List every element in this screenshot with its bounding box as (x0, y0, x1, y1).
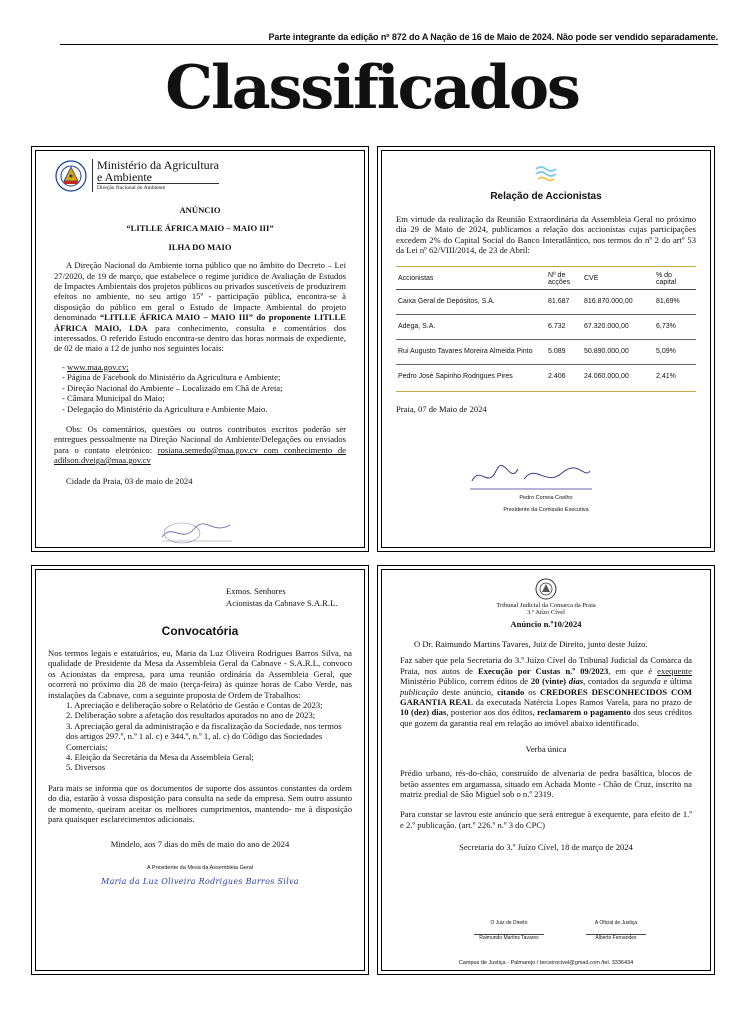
ministry-name-2: e Ambiente (97, 170, 152, 184)
ad3-signer-role: A Presidente da Mesa da Assembleia Geral (146, 864, 254, 871)
ad1-closing: Cidade da Praia, 03 de maio de 2024 (66, 475, 193, 486)
ad3-outro: Para mais se informa que os documentos de suporte dos assuntos constantes da ordem do dia, estarão à vossa disposição para consulta na sede da empresa. Sem outro assunto de momento, queiram aceitar os melhores cumprimentos, mantendo- me à disposição para quaisquer esclarecimentos adicionais. (48, 782, 352, 825)
table-row: Adega, S.A. 6.732 67.320.000,00 6,73% (396, 314, 696, 339)
ad4-body: Faz saber que pela Secretaria do 3.º Juízo Cível do Tribunal Judicial da Comarca da Praia, nos autos de Execução por Custas n.º 09/2023, em que é exequente Ministério Público, correm éditos de 20 (vinte) dias, contados da segunda e última publicação deste anúncio, citando os CREDORES DESCONHECIDOS COM GARANTIA REAL da executada Natércia Lopes Ramos Varela, para no prazo de 10 (dez) dias, posterior aos dos éditos, reclamarem o pagamento dos seus créditos que gozem da garantia real em relação ao imóvel abaixo identificado. (400, 655, 693, 728)
sig-right-name: Alberto Fernandes (595, 935, 637, 941)
ministry-name-1: Ministério da Agricultura (97, 158, 219, 172)
ad2-signer-role: Presidente da Comissão Executiva (503, 507, 589, 513)
ad4-judge: O Dr. Raimundo Martins Tavares, Juiz de Direito, junto deste Juízo. (414, 639, 648, 649)
sig-right-role: A Oficial de Justiça (594, 920, 638, 926)
contact-emails[interactable]: rosiana.semedo@maa.gov.cv com conhecimento de adilson.dveiga@maa.gov.cv (54, 444, 346, 466)
bank-logo-icon (532, 163, 560, 185)
column-header: Accionistas (396, 269, 546, 290)
ad2-date: Praia, 07 de Maio de 2024 (396, 403, 487, 414)
ad3-intro: Nos termos legais e estatuários, eu, Maria da Luz Oliveira Rodrigues Barros Silva, na qualidade de Presidente da Mesa da Assembleia Geral da Cabnave - S.A.R.L, convoco os Acionistas da empresa, para uma reunião ordinária da Assembleia Geral, que ocorrerá no próximo dia 28 de maio (terça-feira) às quinze horas de Cabo Verde, nas instalações da Cabnave, com a seguinte proposta de Ordem de Trabalhos: (48, 648, 352, 700)
coat-of-arms-icon (54, 159, 88, 193)
ad3-title: Convocatória (161, 624, 239, 638)
table-row: Rui Augusto Tavares Moreira Almeida Pinto 5.089 50.890.000,00 5,09% (396, 339, 696, 364)
agenda-item: 2. Deliberação sobre a afetação dos resultados apurados no ano de 2023; (66, 710, 316, 721)
ministry-sub: Direção Nacional do Ambiente (97, 183, 219, 192)
sig-left-role: O Juiz de Direito (490, 920, 528, 926)
ad2-intro: Em virtude da realização da Reunião Extraordinária da Assembleia Geral no próximo dia 29 de Maio de 2024, publicamos a relação dos accionistas cujas participações excedem 2% do Capital Social do Banco Interatlântico, nos termos do nº 2 do artº 53 da Lei nº 62/VIII/2014, de 23 de Abril: (396, 214, 696, 256)
location-item[interactable]: - www.maa.gov.cv; (62, 362, 346, 372)
ad1-stamp-signature (152, 515, 242, 548)
ad4-verba-text: Prédio urbano, rés-do-chão, construído de alvenaria de pedra basáltica, blocos de betão assentes em argamassa, situado em Achada Monte - Chão de Cruz, inscrito na matriz predial de São Miguel sob o n.º 2319. (400, 768, 692, 800)
ad3-salutation-1: Exmos. Senhores (226, 586, 286, 596)
court-emblem-icon (535, 578, 557, 600)
ad4-title: Anúncio n.º10/2024 (510, 619, 582, 629)
ad4-signatures (400, 920, 692, 950)
column-header: Nº de acções (546, 269, 582, 290)
shareholders-table (396, 269, 696, 389)
column-header: CVE (582, 269, 654, 290)
agenda-item: 3. Apreciação geral da administração e da fiscalização da Sociedade, nos termos dos artigos 297.º, n.º 1 al. c) e 344.º, n.º 1, al. c) do Código das Sociedades Comerciais; (66, 720, 342, 752)
table-row: Pedro José Sapinho Rodrigues Pires 2.406 24.060.000,00 2,41% (398, 373, 676, 381)
table-header-row (396, 269, 696, 290)
edition-note: Parte integrante da edição nº 872 do A Nação de 16 de Maio de 2024. Não pode ser vendido separadamente. (268, 32, 718, 42)
ad1-body: A Direção Nacional do Ambiente torna público que no âmbito do Decreto – Lei 27/2020, de 19 de março, que estabelece o regime jurídico de Avaliação de Estudos de Impactes Ambientais dos projetos públicos ou privados suscetíveis de produzirem efeitos no ambiente, no seu artigo 15º - participação pública, encontra-se à disposição do público em geral o Estudo de Impacte Ambiental do projeto denominado “LITLLE ÁFRICA MAIO – MAIO III” do proponente LITLLE ÁFRICA MAIO, LDA para conhecimento, consulta e comentários dos interessados. O referido Estudo encontra-se dentro das horas normais de expediente, de 02 de maio a 12 de junho nos seguintes locais: (54, 260, 346, 354)
ad-cabnave (31, 565, 369, 975)
ad3-salutation-2: Acionistas da Cabnave S.A.R.L. (226, 598, 338, 608)
ad1-locations (54, 362, 346, 414)
ad1-island: ILHA DO MAIO (168, 241, 232, 252)
ad3-agenda (48, 700, 352, 773)
ad4-court-section: 3.º Juízo Cível (527, 609, 565, 616)
agenda-item: 1. Apreciação e deliberação sobre o Relatório de Gestão e Contas de 2023; (66, 700, 323, 711)
ministry-header (54, 159, 346, 193)
location-item: - Câmara Municipal do Maio; (62, 393, 346, 403)
ad3-signature: Maria da Luz Oliveira Rodrigues Barros Silva (101, 876, 299, 886)
table-row: Caixa Geral de Depósitos, S.A. 81.687 816.870.000,00 81,69% (396, 289, 696, 314)
ad3-date: Mindelo, aos 7 dias do mês de maio do ano de 2024 (110, 838, 290, 849)
ad4-court: Tribunal Judicial da Comarca da Praia (496, 602, 596, 609)
ad4-date: Secretaria do 3.º Juízo Cível, 18 de março de 2024 (459, 842, 633, 853)
ad4-footer: Campus de Justiça - Palmarejo / terceirocivel@gmail.com /tel. 3336434 (458, 960, 634, 966)
ad1-obs: Obs: Os comentários, questões ou outros contributos escritos poderão ser entregues pessoalmente na Direção Nacional do Ambiente/Delegações ou enviados para o contato eletrónico: rosiana.semedo@maa.gov.cv com conhecimento de adilson.dveiga@maa.gov.cv (54, 423, 346, 466)
agenda-item: 5. Diversos (66, 762, 106, 773)
sig-left-name: Raimundo Martins Tavares (479, 935, 539, 941)
ad2-signer: Pedro Correia Coelho (519, 495, 573, 501)
location-item: - Página de Facebook do Ministério da Agricultura e Ambiente; (62, 372, 346, 382)
ad-ministry (31, 146, 369, 552)
ad2-signature (466, 459, 596, 493)
ad1-title: ANÚNCIO (179, 205, 221, 215)
ad2-title: Relação de Accionistas (490, 191, 602, 202)
ad1-project: “LITLLE ÁFRICA MAIO – MAIO III” (126, 223, 274, 234)
ad4-verba-heading: Verba única (525, 744, 567, 755)
location-item: - Delegação do Ministério da Agricultura e Ambiente Maio. (62, 404, 346, 414)
ad-shareholders (377, 146, 715, 552)
column-header: % do capital (654, 269, 696, 290)
location-item: - Direção Nacional do Ambiente – Localizado em Chã de Areia; (62, 383, 346, 393)
agenda-item: 4. Eleição da Secretária da Mesa da Assembleia Geral; (66, 752, 254, 763)
ad-tribunal (377, 565, 715, 975)
masthead-title: Classificados (165, 53, 579, 123)
ad4-closing: Para constar se lavrou este anúncio que será entregue à exequente, para efeito de 1.º e 2.º publicação. (art.º 226.º n.º 3 do CPC) (400, 809, 692, 830)
